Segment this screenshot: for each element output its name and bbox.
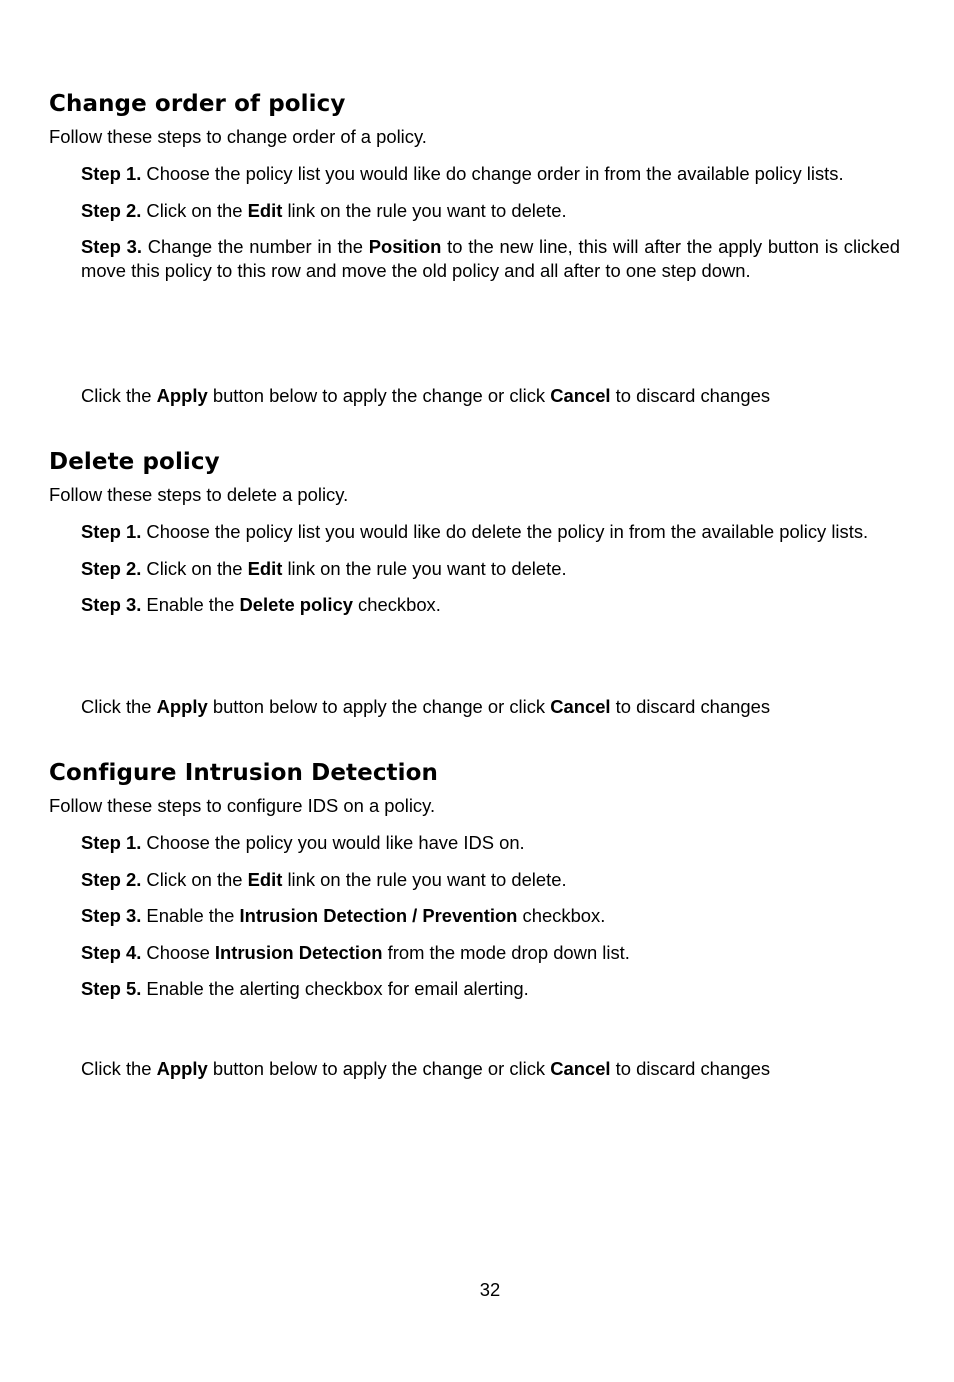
step-1: Step 1. Choose the policy you would like have IDS on. — [81, 832, 525, 853]
step-3: Step 3. Enable the Delete policy checkbox. — [81, 594, 441, 615]
step-label: Step 4. — [81, 941, 142, 963]
step-1: Step 1. Choose the policy list you would like do delete the policy in from the available policy lists. — [81, 521, 869, 542]
step-3: Step 3. Enable the Intrusion Detection / Prevention checkbox. — [81, 905, 606, 926]
step-3: Step 3. Change the number in the Position to the new line, this will after the apply button is clicked move this policy to this row and move the old policy and all after to one step down. — [81, 236, 900, 281]
step-label: Step 1. — [81, 521, 142, 542]
step-2: Step 2. Click on the Edit link on the rule you want to delete. — [81, 557, 567, 579]
section-intro: Follow these steps to delete a policy. — [49, 484, 349, 505]
step-label: Step 3. — [81, 905, 142, 926]
step-2: Step 2. Click on the Edit link on the rule you want to delete. — [81, 868, 567, 890]
page-number: 32 — [479, 1279, 501, 1300]
step-4: Step 4. Choose Intrusion Detection from the mode drop down list. — [81, 941, 630, 963]
step-label: Step 3. — [81, 594, 142, 615]
section-heading: Configure Intrusion Detection — [49, 760, 439, 786]
apply-instruction-2: Click the Apply button below to apply the change or click Cancel to discard changes — [81, 696, 771, 717]
apply-instruction-1: Click the Apply button below to apply the change or click Cancel to discard changes — [81, 385, 771, 406]
step-2: Step 2. Click on the Edit link on the rule you want to delete. — [81, 199, 567, 221]
step-1: Step 1. Choose the policy list you would like do change order in from the available policy lists. — [81, 163, 844, 184]
step-label: Step 2. — [81, 557, 142, 579]
step-label: Step 2. — [81, 868, 142, 890]
section-heading: Change order of policy — [49, 91, 346, 117]
section-delete-policy — [49, 448, 900, 617]
section-heading: Delete policy — [49, 449, 220, 475]
section-intro: Follow these steps to change order of a policy. — [49, 126, 427, 147]
step-label: Step 5. — [81, 978, 142, 999]
step-label: Step 1. — [81, 163, 142, 184]
section-change-order — [49, 90, 900, 282]
step-label: Step 2. — [81, 199, 142, 221]
apply-instruction-3: Click the Apply button below to apply the change or click Cancel to discard changes — [81, 1058, 771, 1079]
step-label: Step 3. — [81, 236, 142, 257]
section-configure-ids — [49, 759, 900, 1001]
step-5: Step 5. Enable the alerting checkbox for email alerting. — [81, 978, 529, 999]
step-label: Step 1. — [81, 832, 142, 853]
section-intro: Follow these steps to configure IDS on a policy. — [49, 795, 436, 816]
